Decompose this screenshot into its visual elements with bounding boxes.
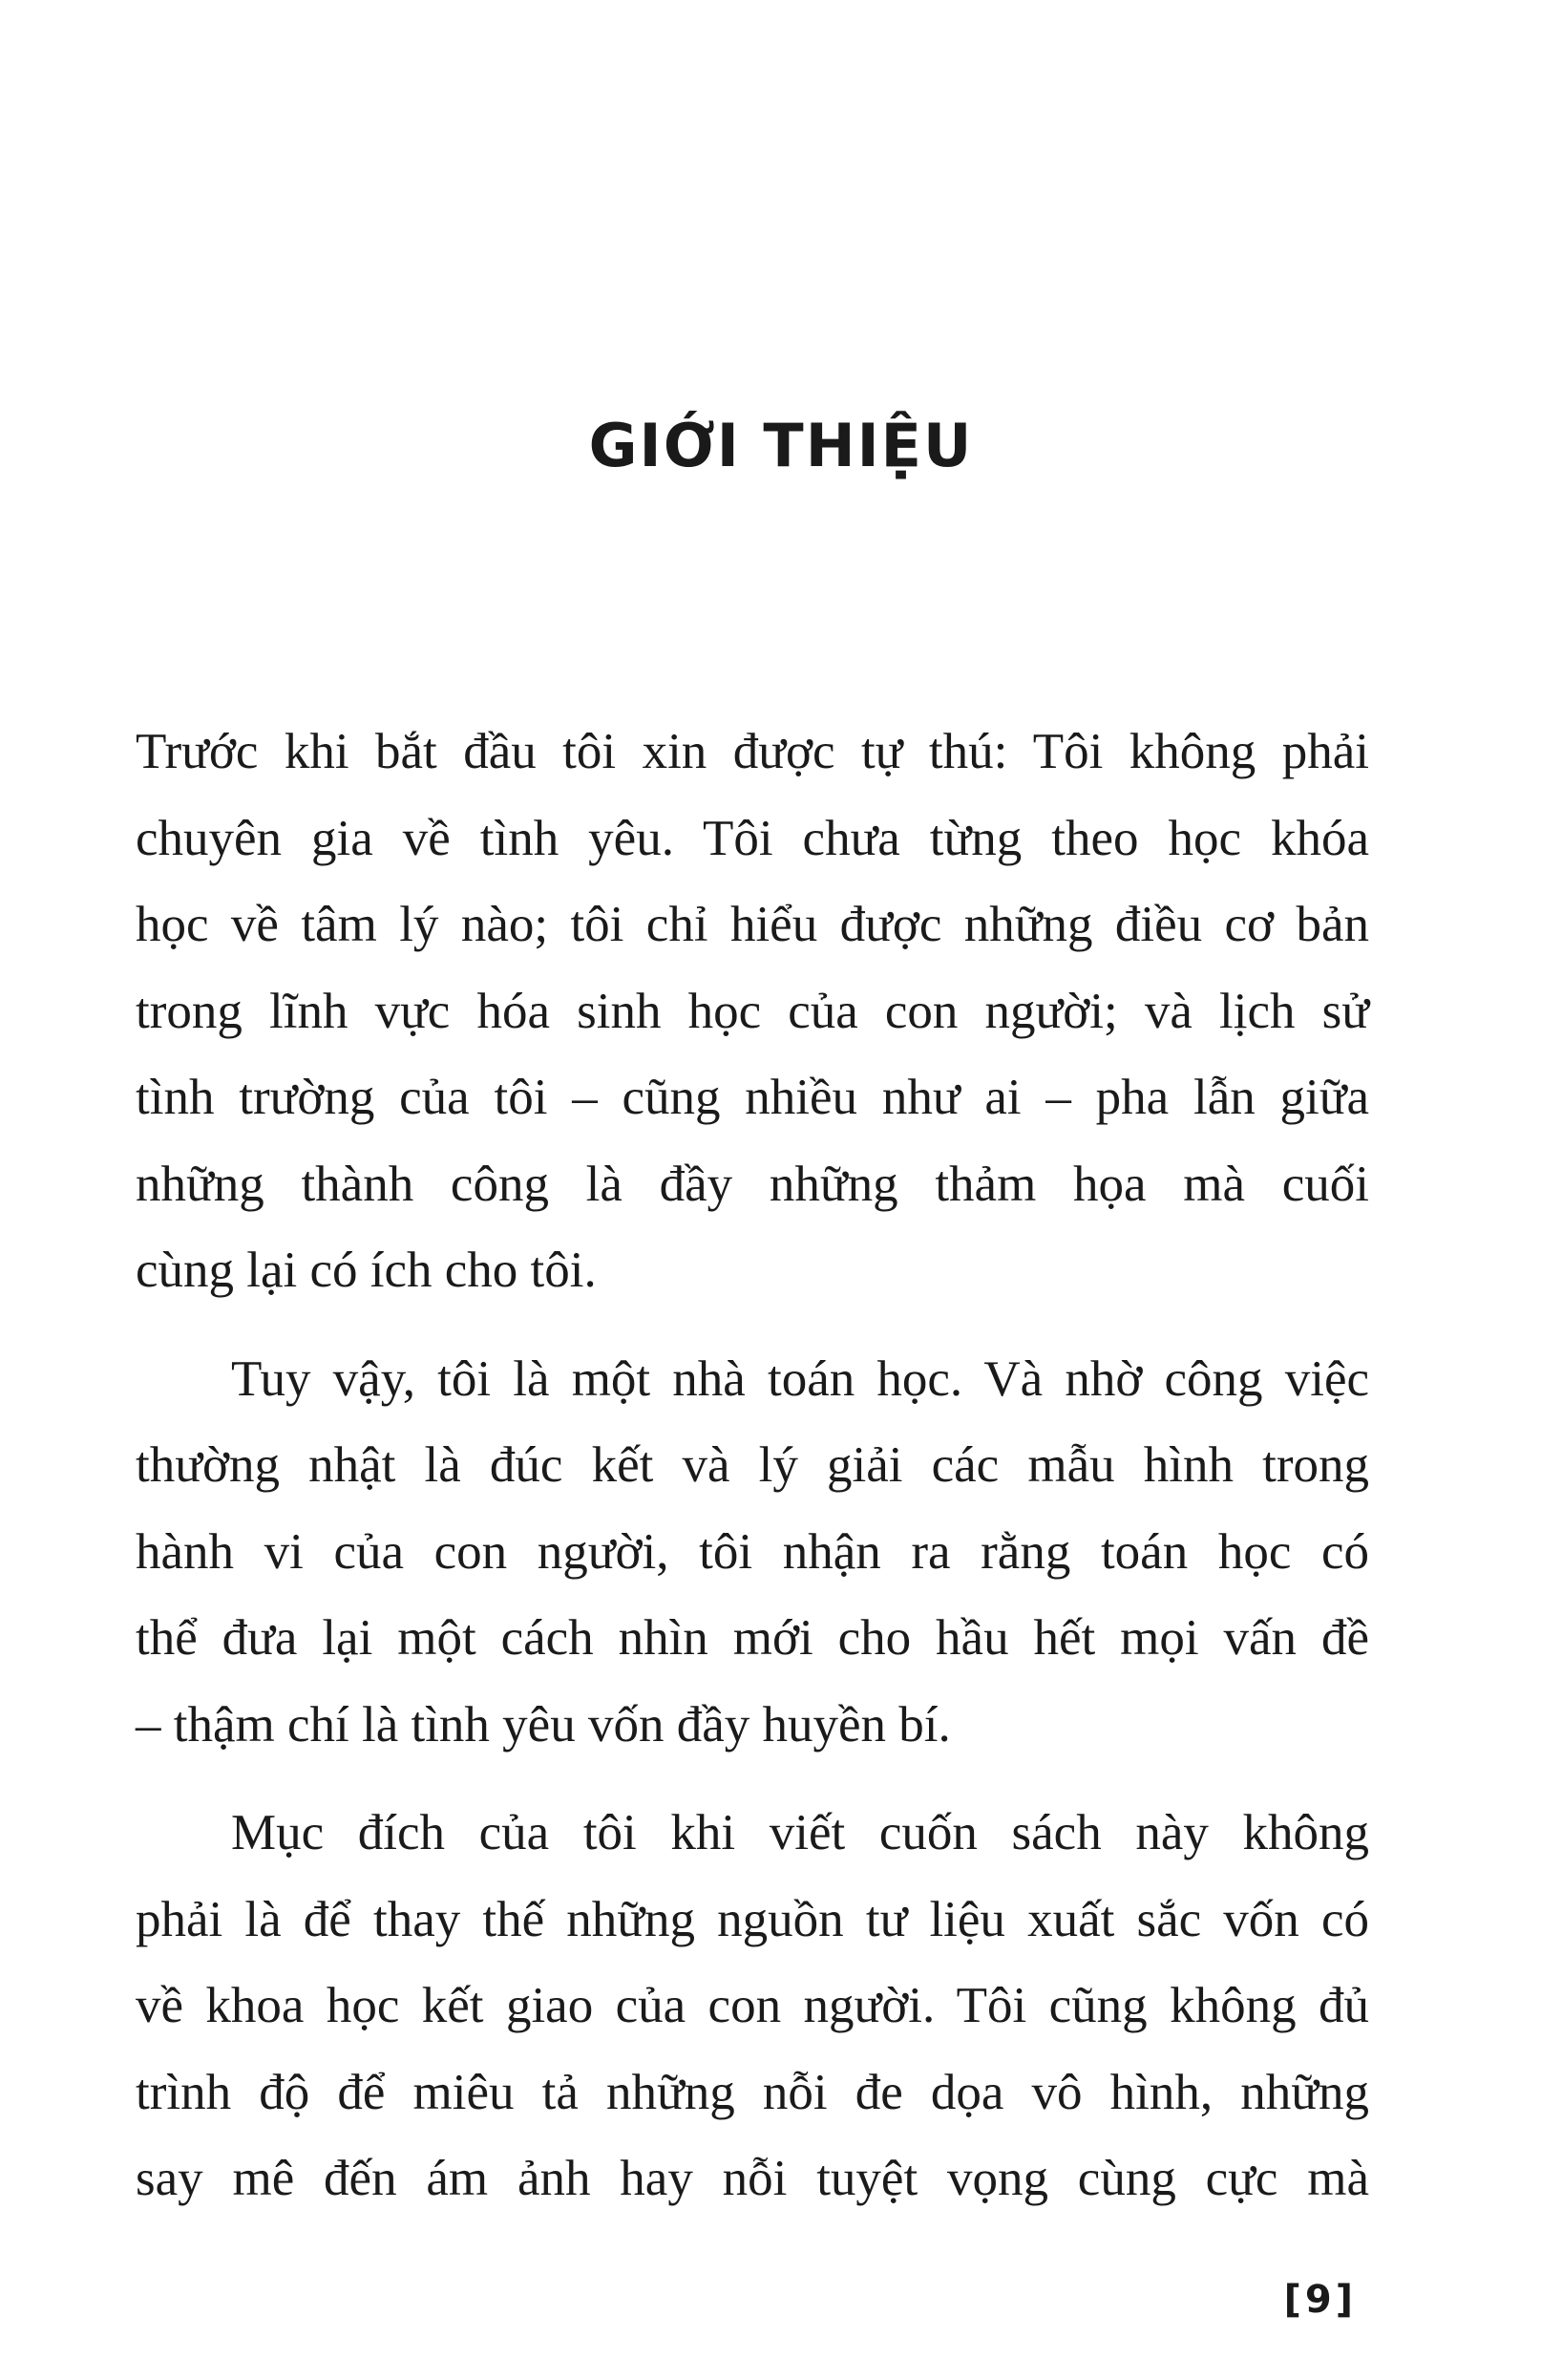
text-line: chuyên gia về tình yêu. Tôi chưa từng theo học khóa xyxy=(136,810,1369,866)
chapter-title: GIỚI THIỆU xyxy=(588,411,974,480)
text-line: thể đưa lại một cách nhìn mới cho hầu hết mọi vấn đề xyxy=(136,1610,1369,1666)
text-line: Trước khi bắt đầu tôi xin được tự thú: Tôi không phải xyxy=(136,724,1369,779)
text-line: phải là để thay thế những nguồn tư liệu xuất sắc vốn có xyxy=(136,1891,1369,1947)
text-line: say mê đến ám ảnh hay nỗi tuyệt vọng cùng cực mà xyxy=(136,2151,1369,2206)
text-line: trong lĩnh vực hóa sinh học của con người; và lịch sử xyxy=(136,983,1369,1039)
page-number: [9] xyxy=(1283,2278,1357,2322)
body-text xyxy=(136,709,1369,2244)
paragraph-1 xyxy=(136,709,1369,1314)
paragraph-2 xyxy=(136,1336,1369,1769)
text-line: – thậm chí là tình yêu vốn đầy huyền bí. xyxy=(136,1696,951,1753)
text-line: tình trường của tôi – cũng nhiều như ai – pha lẫn giữa xyxy=(136,1070,1369,1125)
text-line: về khoa học kết giao của con người. Tôi cũng không đủ xyxy=(136,1978,1369,2033)
text-line: Tuy vậy, tôi là một nhà toán học. Và nhờ công việc xyxy=(231,1350,1369,1407)
text-line: hành vi của con người, tôi nhận ra rằng toán học có xyxy=(136,1523,1369,1580)
text-line: học về tâm lý nào; tôi chỉ hiểu được những điều cơ bản xyxy=(136,897,1369,952)
text-line: thường nhật là đúc kết và lý giải các mẫu hình trong xyxy=(136,1437,1369,1493)
text-line: Mục đích của tôi khi viết cuốn sách này không xyxy=(231,1805,1369,1860)
text-line: những thành công là đầy những thảm họa mà cuối xyxy=(136,1156,1369,1212)
paragraph-3 xyxy=(136,1790,1369,2222)
text-line: cùng lại có ích cho tôi. xyxy=(136,1243,597,1298)
text-line: trình độ để miêu tả những nỗi đe dọa vô hình, những xyxy=(136,2064,1369,2120)
